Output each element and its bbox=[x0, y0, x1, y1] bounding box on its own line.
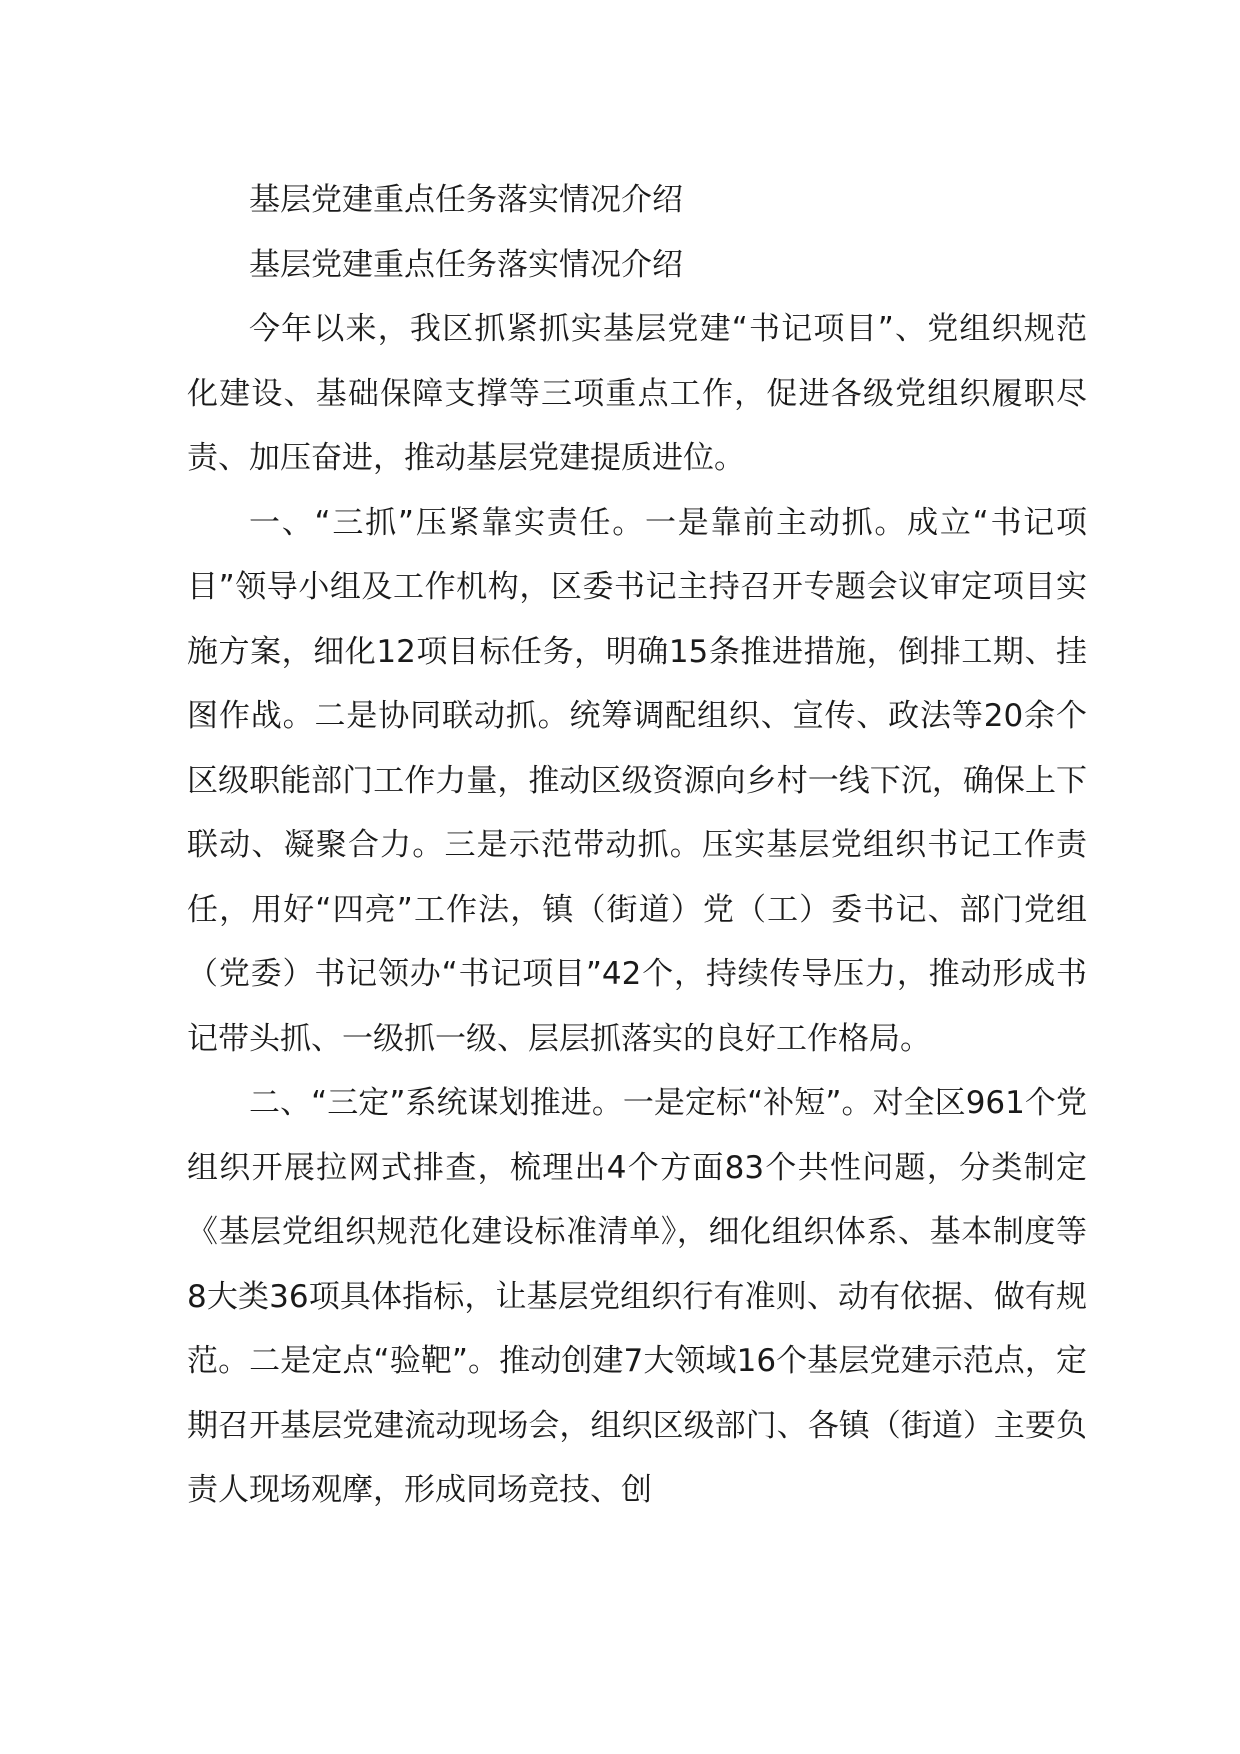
document-subtitle: 基层党建重点任务落实情况介绍 bbox=[249, 246, 683, 283]
document-title: 基层党建重点任务落实情况介绍 bbox=[249, 182, 683, 218]
document-body bbox=[187, 168, 1087, 1523]
paragraph-section-2: 二、“三定”系统谋划推进。一是定标“补短”。对全区961个党组织开展拉网式排查，梳理出4个方面83个共性问题，分类制定《基层党组织规范化建设标准清单》，细化组织体系、基本制度等8大类36项具体指标，让基层党组织行有准则、动有依据、做有规范。二是定点“验靶”。推动创建7大领域16个基层党建示范点，定期召开基层党建流动现场会，组织区级部门、各镇（街道）主要负责人现场观摩，形成同场竞技、创 bbox=[187, 1085, 1087, 1508]
paragraph-intro: 今年以来，我区抓紧抓实基层党建“书记项目”、党组织规范化建设、基础保障支撑等三项重点工作，促进各级党组织履职尽责、加压奋进，推动基层党建提质进位。 bbox=[187, 311, 1087, 476]
paragraph-section-1: 一、“三抓”压紧靠实责任。一是靠前主动抓。成立“书记项目”领导小组及工作机构，区委书记主持召开专题会议审定项目实施方案，细化12项目标任务，明确15条推进措施，倒排工期、挂图作战。二是协同联动抓。统筹调配组织、宣传、政法等20余个区级职能部门工作力量，推动区级资源向乡村一线下沉，确保上下联动、凝聚合力。三是示范带动抓。压实基层党组织书记工作责任，用好“四亮”工作法，镇（街道）党（工）委书记、部门党组（党委）书记领办“书记项目”42个，持续传导压力，推动形成书记带头抓、一级抓一级、层层抓落实的良好工作格局。 bbox=[187, 504, 1087, 1057]
